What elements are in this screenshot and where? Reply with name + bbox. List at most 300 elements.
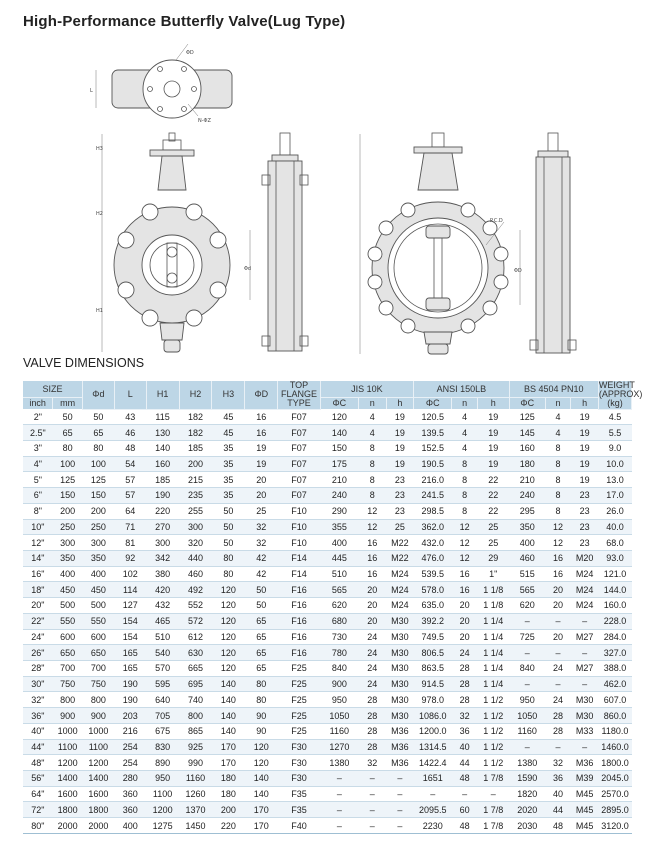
table-cell: 23 xyxy=(571,488,599,504)
section-title: VALVE DIMENSIONS xyxy=(23,356,145,370)
table-cell: 10.0 xyxy=(598,456,631,472)
table-cell: 1180.0 xyxy=(598,723,631,739)
table-cell: 840 xyxy=(509,661,545,677)
table-cell: 8 xyxy=(358,440,386,456)
table-cell: 1 7/8 xyxy=(477,818,509,834)
table-cell: 2" xyxy=(23,409,53,425)
table-cell: 16 xyxy=(245,425,278,441)
table-cell: F07 xyxy=(278,409,320,425)
table-cell: 114 xyxy=(114,582,146,598)
table-cell: 1 1/2 xyxy=(477,692,509,708)
table-cell: 120 xyxy=(212,645,245,661)
table-cell: 45 xyxy=(212,425,245,441)
table-cell: 130 xyxy=(146,425,179,441)
table-cell: 140 xyxy=(212,692,245,708)
table-cell: 216 xyxy=(114,723,146,739)
table-cell: 35 xyxy=(212,456,245,472)
table-cell: 255 xyxy=(179,503,212,519)
table-cell: 150 xyxy=(53,488,83,504)
table-cell: 925 xyxy=(179,739,212,755)
dim-label-h2: H2 xyxy=(96,211,103,217)
table-cell: 12 xyxy=(358,519,386,535)
table-cell: F10 xyxy=(278,519,320,535)
table-cell: 300 xyxy=(179,519,212,535)
table-cell: 120 xyxy=(245,755,278,771)
table-cell: 1275 xyxy=(146,818,179,834)
table-cell: 705 xyxy=(146,708,179,724)
table-cell: 80 xyxy=(245,692,278,708)
table-cell: 665 xyxy=(179,661,212,677)
table-row xyxy=(23,440,632,456)
table-cell: 140 xyxy=(245,786,278,802)
table-cell: 2030 xyxy=(509,818,545,834)
table-cell: 23 xyxy=(571,535,599,551)
table-cell: F07 xyxy=(278,472,320,488)
table-cell: 8 xyxy=(358,456,386,472)
table-cell: 1 1/8 xyxy=(477,582,509,598)
table-cell: 14" xyxy=(23,550,53,566)
table-cell: 3120.0 xyxy=(598,818,631,834)
table-cell: 12 xyxy=(545,535,570,551)
table-cell: 152.5 xyxy=(414,440,452,456)
table-cell: 140 xyxy=(146,440,179,456)
table-cell: 1000 xyxy=(53,723,83,739)
table-cell: 1050 xyxy=(320,708,358,724)
table-cell: 16 xyxy=(245,409,278,425)
table-cell: 1200 xyxy=(146,802,179,818)
table-cell: 43 xyxy=(114,409,146,425)
table-cell: 476.0 xyxy=(414,550,452,566)
table-cell: 750 xyxy=(53,676,83,692)
table-cell: 4 xyxy=(358,409,386,425)
table-cell: 1314.5 xyxy=(414,739,452,755)
table-cell: 1600 xyxy=(53,786,83,802)
dim-label-pcd: P.C.D xyxy=(490,218,503,224)
table-cell: 1200.0 xyxy=(414,723,452,739)
table-cell: 300 xyxy=(53,535,83,551)
table-cell: F30 xyxy=(278,739,320,755)
table-cell: 1400 xyxy=(53,771,83,787)
header-h1: H1 xyxy=(146,381,179,409)
table-cell: 80" xyxy=(23,818,53,834)
table-cell: 65 xyxy=(245,645,278,661)
table-cell: 12 xyxy=(545,519,570,535)
table-cell: 36 xyxy=(452,723,477,739)
table-cell: F30 xyxy=(278,771,320,787)
table-cell: 190 xyxy=(146,488,179,504)
table-row xyxy=(23,755,632,771)
table-cell: 295 xyxy=(509,503,545,519)
table-cell: F16 xyxy=(278,613,320,629)
table-cell: 121.0 xyxy=(598,566,631,582)
table-cell: 28 xyxy=(452,676,477,692)
table-cell: 25 xyxy=(386,519,414,535)
table-cell: 24 xyxy=(545,661,570,677)
table-cell: 510 xyxy=(320,566,358,582)
table-cell: – xyxy=(571,613,599,629)
table-cell: 24 xyxy=(358,661,386,677)
table-cell: 165 xyxy=(114,645,146,661)
table-cell: 50 xyxy=(212,535,245,551)
table-cell: 19 xyxy=(245,440,278,456)
table-cell: 400 xyxy=(114,818,146,834)
table-cell: 180 xyxy=(509,456,545,472)
table-cell: M24 xyxy=(386,566,414,582)
table-cell: 20 xyxy=(358,598,386,614)
table-cell: – xyxy=(452,786,477,802)
table-cell: – xyxy=(509,645,545,661)
table-cell: 700 xyxy=(82,661,114,677)
header-phid: Φd xyxy=(82,381,114,409)
table-cell: 270 xyxy=(146,519,179,535)
table-cell: 800 xyxy=(53,692,83,708)
table-cell: 540 xyxy=(146,645,179,661)
table-cell: 19 xyxy=(477,456,509,472)
table-cell: 102 xyxy=(114,566,146,582)
table-cell: 19 xyxy=(477,440,509,456)
table-cell: 28 xyxy=(452,661,477,677)
table-cell: 216.0 xyxy=(414,472,452,488)
table-cell: 700 xyxy=(53,661,83,677)
table-cell: 220 xyxy=(146,503,179,519)
table-cell: F07 xyxy=(278,425,320,441)
header-weight: WEIGHT (APPROX) (kg) xyxy=(598,380,643,409)
table-row xyxy=(23,550,632,566)
table-cell: 19 xyxy=(477,425,509,441)
table-cell: 28 xyxy=(358,739,386,755)
table-cell: 42 xyxy=(245,550,278,566)
table-cell: 180 xyxy=(212,786,245,802)
table-cell: 254 xyxy=(114,755,146,771)
table-row xyxy=(23,771,632,787)
table-cell: 1380 xyxy=(509,755,545,771)
table-cell: 25 xyxy=(477,519,509,535)
table-cell: 35 xyxy=(212,472,245,488)
table-cell: 1600 xyxy=(82,786,114,802)
table-cell: 190 xyxy=(114,676,146,692)
table-cell: 1" xyxy=(477,566,509,582)
table-cell: 16 xyxy=(358,566,386,582)
table-cell: 440 xyxy=(179,550,212,566)
table-cell: 44 xyxy=(545,802,570,818)
table-cell: 2020 xyxy=(509,802,545,818)
table-cell: M30 xyxy=(386,692,414,708)
table-cell: 2000 xyxy=(82,818,114,834)
table-cell: 90 xyxy=(245,723,278,739)
table-cell: 16 xyxy=(545,550,570,566)
table-cell: 125 xyxy=(509,409,545,425)
table-cell: 1200 xyxy=(53,755,83,771)
table-cell: 1370 xyxy=(179,802,212,818)
table-cell: 80 xyxy=(82,440,114,456)
table-cell: M24 xyxy=(386,598,414,614)
table-cell: 400 xyxy=(320,535,358,551)
table-cell: 160 xyxy=(509,440,545,456)
table-cell: 12" xyxy=(23,535,53,551)
table-cell: 32 xyxy=(358,755,386,771)
table-row xyxy=(23,645,632,661)
table-cell: 92 xyxy=(114,550,146,566)
table-cell: 1200 xyxy=(82,755,114,771)
table-cell: 180 xyxy=(212,771,245,787)
table-row xyxy=(23,692,632,708)
table-cell: 200 xyxy=(212,802,245,818)
table-cell: 4 xyxy=(452,440,477,456)
table-row xyxy=(23,456,632,472)
table-cell: 25 xyxy=(477,535,509,551)
table-cell: 182 xyxy=(179,425,212,441)
table-cell: 1 1/4 xyxy=(477,676,509,692)
table-cell: M45 xyxy=(571,818,599,834)
table-cell: F07 xyxy=(278,488,320,504)
table-cell: 28 xyxy=(545,708,570,724)
table-cell: 200 xyxy=(179,456,212,472)
table-cell: 420 xyxy=(146,582,179,598)
table-cell: M36 xyxy=(386,723,414,739)
side-view-small xyxy=(244,133,308,351)
table-cell: 630 xyxy=(179,645,212,661)
table-cell: 203 xyxy=(114,708,146,724)
table-cell: 950 xyxy=(320,692,358,708)
table-cell: 28 xyxy=(545,723,570,739)
table-cell: 978.0 xyxy=(414,692,452,708)
table-cell: 32 xyxy=(545,755,570,771)
table-cell: 680 xyxy=(320,613,358,629)
table-row xyxy=(23,676,632,692)
table-cell: 20 xyxy=(358,613,386,629)
table-cell: – xyxy=(386,818,414,834)
table-cell: 44 xyxy=(452,755,477,771)
table-cell: 290 xyxy=(320,503,358,519)
subheader-inch: inch xyxy=(23,398,53,410)
table-cell: – xyxy=(358,818,386,834)
table-cell: 16 xyxy=(452,566,477,582)
table-cell: 8 xyxy=(545,472,570,488)
table-cell: 1100 xyxy=(53,739,83,755)
table-cell: 465 xyxy=(146,613,179,629)
table-cell: 19 xyxy=(571,440,599,456)
table-cell: 800 xyxy=(82,692,114,708)
table-cell: 578.0 xyxy=(414,582,452,598)
table-cell: 2570.0 xyxy=(598,786,631,802)
table-cell: 300 xyxy=(146,535,179,551)
table-cell: 235 xyxy=(179,488,212,504)
table-cell: 80 xyxy=(212,566,245,582)
table-cell: 900 xyxy=(82,708,114,724)
table-cell: 19 xyxy=(386,456,414,472)
page-title: High-Performance Butterfly Valve(Lug Type) xyxy=(23,13,346,30)
table-cell: 48 xyxy=(114,440,146,456)
table-cell: 1 1/2 xyxy=(477,723,509,739)
table-cell: F16 xyxy=(278,598,320,614)
table-cell: 182 xyxy=(179,409,212,425)
table-cell: 32 xyxy=(245,519,278,535)
table-cell: 42 xyxy=(245,566,278,582)
table-cell: 24 xyxy=(358,645,386,661)
table-cell: M24 xyxy=(571,582,599,598)
table-cell: F25 xyxy=(278,676,320,692)
table-cell: – xyxy=(545,739,570,755)
table-cell: 1 1/2 xyxy=(477,708,509,724)
table-cell: 350 xyxy=(53,550,83,566)
table-cell: 19 xyxy=(571,425,599,441)
table-row xyxy=(23,661,632,677)
table-cell: 120 xyxy=(212,613,245,629)
table-cell: M39 xyxy=(571,771,599,787)
table-cell: 220 xyxy=(212,818,245,834)
table-cell: 380 xyxy=(146,566,179,582)
table-cell: – xyxy=(477,786,509,802)
table-cell: 445 xyxy=(320,550,358,566)
table-cell: F25 xyxy=(278,661,320,677)
table-cell: 1380 xyxy=(320,755,358,771)
table-cell: 185 xyxy=(146,472,179,488)
table-cell: F35 xyxy=(278,802,320,818)
table-cell: 19 xyxy=(477,409,509,425)
table-cell: 2895.0 xyxy=(598,802,631,818)
valve-dimensions-table xyxy=(23,380,643,834)
table-cell: 20 xyxy=(245,488,278,504)
table-cell: 23 xyxy=(386,488,414,504)
table-cell: 100 xyxy=(82,456,114,472)
table-cell: 28 xyxy=(452,692,477,708)
table-cell: 71 xyxy=(114,519,146,535)
table-cell: 120 xyxy=(245,739,278,755)
table-cell: 32" xyxy=(23,692,53,708)
table-cell: 22 xyxy=(477,503,509,519)
dim-label-phi-d-small: Φd xyxy=(244,266,252,272)
table-cell: 392.2 xyxy=(414,613,452,629)
table-cell: 65 xyxy=(82,425,114,441)
table-cell: F07 xyxy=(278,456,320,472)
table-cell: 200 xyxy=(82,503,114,519)
table-cell: 24 xyxy=(358,629,386,645)
table-cell: 65 xyxy=(245,661,278,677)
table-cell: 25 xyxy=(245,503,278,519)
table-cell: 1 7/8 xyxy=(477,771,509,787)
table-cell: F10 xyxy=(278,503,320,519)
table-cell: 1 1/8 xyxy=(477,598,509,614)
table-cell: 139.5 xyxy=(414,425,452,441)
table-cell: M36 xyxy=(386,739,414,755)
table-cell: 240 xyxy=(320,488,358,504)
table-cell: 48 xyxy=(452,771,477,787)
table-cell: 57 xyxy=(114,488,146,504)
table-cell: 23 xyxy=(571,503,599,519)
table-cell: 1086.0 xyxy=(414,708,452,724)
table-cell: 60 xyxy=(452,802,477,818)
table-cell: – xyxy=(386,786,414,802)
table-cell: 565 xyxy=(509,582,545,598)
table-cell: M30 xyxy=(386,645,414,661)
table-cell: 254 xyxy=(114,739,146,755)
table-cell: 20" xyxy=(23,598,53,614)
table-cell: 1160 xyxy=(509,723,545,739)
table-cell: 40 xyxy=(452,739,477,755)
table-cell: 140 xyxy=(212,676,245,692)
table-cell: – xyxy=(358,786,386,802)
table-cell: 30" xyxy=(23,676,53,692)
table-cell: 863.5 xyxy=(414,661,452,677)
table-cell: 20 xyxy=(545,598,570,614)
table-cell: 2000 xyxy=(53,818,83,834)
table-cell: 16 xyxy=(545,566,570,582)
table-cell: M45 xyxy=(571,786,599,802)
table-cell: 900 xyxy=(53,708,83,724)
table-cell: 17.0 xyxy=(598,488,631,504)
table-cell: 650 xyxy=(53,645,83,661)
table-cell: 140 xyxy=(245,771,278,787)
table-cell: 432.0 xyxy=(414,535,452,551)
table-cell: 460 xyxy=(179,566,212,582)
table-cell: 144.0 xyxy=(598,582,631,598)
table-cell: M30 xyxy=(386,676,414,692)
front-view-large xyxy=(360,133,508,354)
table-cell: 5" xyxy=(23,472,53,488)
table-cell: 2230 xyxy=(414,818,452,834)
table-cell: F25 xyxy=(278,692,320,708)
table-cell: 50 xyxy=(212,503,245,519)
table-cell: 749.5 xyxy=(414,629,452,645)
table-cell: 65 xyxy=(245,613,278,629)
table-cell: 865 xyxy=(179,723,212,739)
table-cell: 26.0 xyxy=(598,503,631,519)
table-body xyxy=(23,409,632,833)
table-cell: F16 xyxy=(278,645,320,661)
table-cell: 539.5 xyxy=(414,566,452,582)
table-cell: 28 xyxy=(358,708,386,724)
table-cell: 350 xyxy=(82,550,114,566)
table-cell: 635.0 xyxy=(414,598,452,614)
table-cell: 24 xyxy=(545,692,570,708)
table-cell: 80 xyxy=(245,676,278,692)
table-cell: M27 xyxy=(571,629,599,645)
table-cell: 806.5 xyxy=(414,645,452,661)
table-row xyxy=(23,629,632,645)
table-cell: 4" xyxy=(23,456,53,472)
table-cell: 860.0 xyxy=(598,708,631,724)
table-cell: 20 xyxy=(545,582,570,598)
table-cell: F07 xyxy=(278,440,320,456)
table-cell: 650 xyxy=(82,645,114,661)
table-cell: – xyxy=(320,802,358,818)
table-cell: 1590 xyxy=(509,771,545,787)
table-cell: 1 1/2 xyxy=(477,755,509,771)
table-cell: F10 xyxy=(278,535,320,551)
table-cell: M24 xyxy=(386,582,414,598)
table-cell: M30 xyxy=(386,708,414,724)
table-cell: – xyxy=(509,676,545,692)
subheader-jis-h: h xyxy=(386,398,414,410)
table-cell: 5.5 xyxy=(598,425,631,441)
subheader-ansi-phic: ΦC xyxy=(414,398,452,410)
table-cell: F25 xyxy=(278,723,320,739)
table-cell: 160 xyxy=(146,456,179,472)
table-cell: F16 xyxy=(278,582,320,598)
table-cell: 68.0 xyxy=(598,535,631,551)
table-cell: 65 xyxy=(53,425,83,441)
table-cell: M45 xyxy=(571,802,599,818)
table-cell: 23 xyxy=(571,519,599,535)
table-cell: 120 xyxy=(212,582,245,598)
table-cell: 19 xyxy=(571,456,599,472)
table-cell: 35 xyxy=(212,488,245,504)
table-cell: 1160 xyxy=(179,771,212,787)
table-cell: 125 xyxy=(82,472,114,488)
table-cell: 360 xyxy=(114,786,146,802)
table-row xyxy=(23,535,632,551)
table-cell: M36 xyxy=(386,755,414,771)
